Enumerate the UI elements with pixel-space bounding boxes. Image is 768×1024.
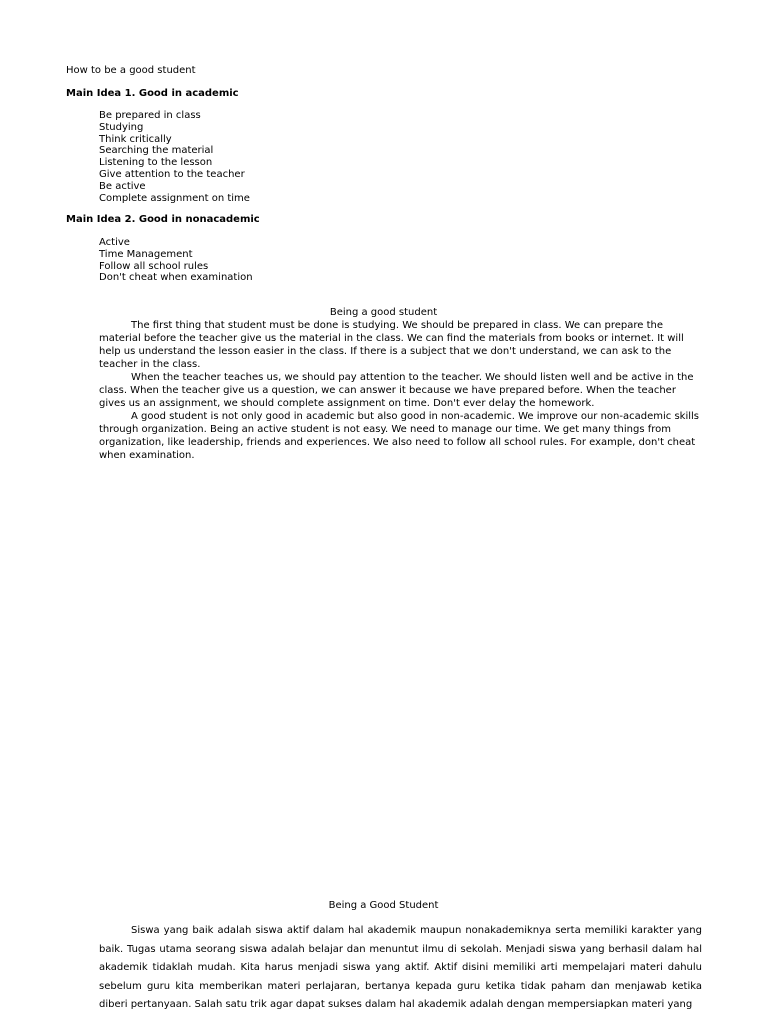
list-item: Give attention to the teacher	[99, 168, 245, 180]
list-item: Active	[99, 237, 130, 248]
essay-en-body	[99, 319, 702, 462]
list-item: Be active	[99, 180, 146, 192]
list-item: Searching the material	[99, 145, 214, 157]
document-title: How to be a good student	[66, 65, 196, 76]
essay-id-title: Being a Good Student	[328, 900, 439, 911]
main-idea-2-list	[99, 237, 253, 284]
essay-id-body	[99, 922, 702, 1015]
list-item: Think critically	[99, 133, 172, 145]
main-idea-1-list	[99, 110, 250, 204]
list-item: Be prepared in class	[99, 110, 201, 121]
list-item: Complete assignment on time	[99, 192, 250, 204]
list-item: Time Management	[99, 248, 193, 260]
main-idea-2-heading: Main Idea 2. Good in nonacademic	[66, 214, 260, 225]
essay-en-paragraph: The first thing that student must be done is studying. We should be prepared in class. We can prepare the material before the teacher give us the material in the class. We can find the materials from books or internet. It will help us understand the lesson easier in the class. If there is a subject that we don't understand, we can ask to the teacher in the class.	[99, 320, 684, 370]
main-idea-1-heading: Main Idea 1. Good in academic	[66, 88, 239, 99]
essay-en-paragraph: A good student is not only good in academic but also good in non-academic. We improve our non-academic skills through organization. Being an active student is not easy. We need to manage our time. We get many things from organization, like leadership, friends and experiences. We also need to follow all school rules. For example, don't cheat when examination.	[99, 411, 699, 461]
essay-id-paragraph: Siswa yang baik adalah siswa aktif dalam hal akademik maupun nonakademiknya serta memiliki karakter yang baik. Tugas utama seorang siswa adalah belajar dan menuntut ilmu di sekolah. Menjadi siswa yang berhasil dalam hal akademik tidaklah mudah. Kita harus menjadi siswa yang aktif. Aktif disini memiliki arti mempelajari materi dahulu sebelum guru kita memberikan materi perlajaran, bertanya kepada guru ketika tidak paham dan menjawab ketika diberi pertanyaan. Salah satu trik agar dapat sukses dalam hal akademik adalah dengan mempersiapkan materi yang	[99, 925, 702, 1010]
essay-en-paragraph: When the teacher teaches us, we should pay attention to the teacher. We should listen well and be active in the class. When the teacher give us a question, we can answer it because we have prepared before. When the teacher gives us an assignment, we should complete assignment on time. Don't ever delay the homework.	[99, 372, 694, 409]
list-item: Don't cheat when examination	[99, 272, 253, 284]
list-item: Listening to the lesson	[99, 157, 213, 169]
list-item: Follow all school rules	[99, 260, 209, 272]
list-item: Studying	[99, 121, 144, 133]
essay-en-title: Being a good student	[329, 307, 438, 318]
